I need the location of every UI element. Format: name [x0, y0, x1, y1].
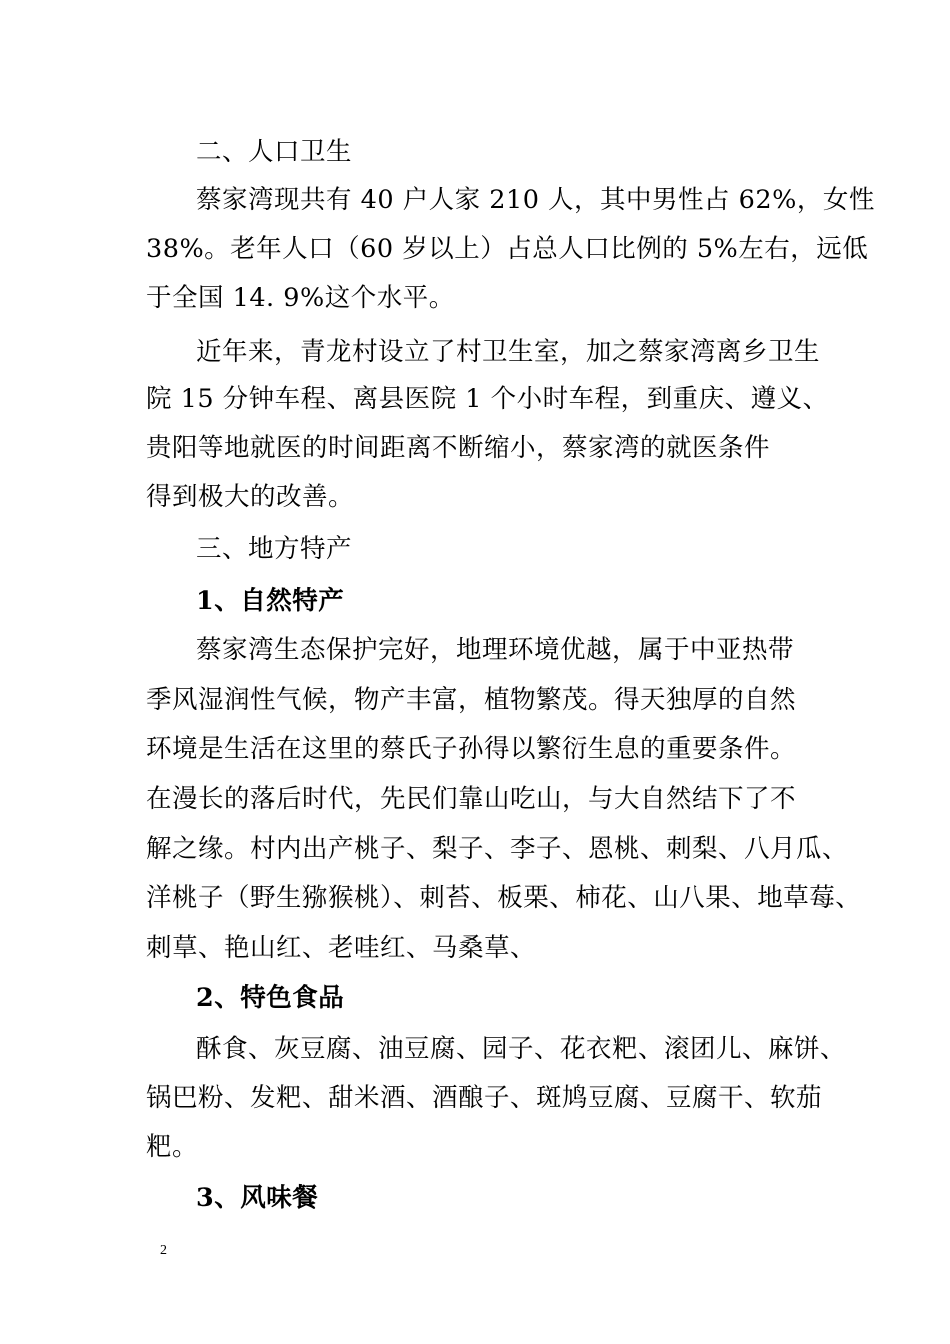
- paragraph-line: 近年来，青龙村设立了村卫生室，加之蔡家湾离乡卫生: [196, 337, 821, 367]
- subheading-flavor-meals: 3、风味餐: [196, 1183, 319, 1213]
- paragraph-line: 贵阳等地就医的时间距离不断缩小，蔡家湾的就医条件: [146, 433, 771, 463]
- paragraph-line: 于全国 14. 9%这个水平。: [146, 283, 455, 313]
- paragraph-line: 季风湿润性气候，物产丰富，植物繁茂。得天独厚的自然: [146, 685, 797, 715]
- paragraph-line: 解之缘。村内出产桃子、梨子、李子、恩桃、刺梨、八月瓜、: [146, 834, 849, 864]
- paragraph-line: 洋桃子（野生猕猴桃）、刺苔、板栗、柿花、山八果、地草莓、: [146, 883, 862, 913]
- paragraph-line: 得到极大的改善。: [146, 482, 355, 512]
- paragraph-line: 38%。老年人口（60 岁以上）占总人口比例的 5%左右，远低: [146, 234, 869, 264]
- paragraph-line: 院 15 分钟车程、离县医院 1 个小时车程，到重庆、遵义、: [146, 384, 829, 414]
- paragraph-line: 刺䓍、艳山红、老哇红、马桑䓍、: [146, 933, 537, 963]
- paragraph-line: 酥食、灰豆腐、油豆腐、园子、花衣粑、滚团儿、麻饼、: [196, 1034, 847, 1064]
- section-heading-local-products: 三、地方特产: [196, 534, 353, 564]
- paragraph-line: 蔡家湾生态保护完好，地理环境优越，属于中亚热带: [196, 635, 795, 665]
- paragraph-line: 粑。: [146, 1132, 199, 1162]
- page-number: 2: [160, 1243, 167, 1258]
- paragraph-line: 环境是生活在这里的蔡氏子孙得以繁衍生息的重要条件。: [146, 734, 797, 764]
- subheading-natural-products: 1、自然特产: [196, 586, 345, 616]
- section-heading-population-health: 二、人口卫生: [196, 137, 353, 167]
- paragraph-line: 在漫长的落后时代，先民们靠山吃山，与大自然结下了不: [146, 784, 797, 814]
- subheading-special-food: 2、特色食品: [196, 983, 345, 1013]
- paragraph-line: 锅巴粉、发粑、甜米酒、酒酿子、斑鸠豆腐、豆腐干、软茄: [146, 1083, 823, 1113]
- paragraph-line: 蔡家湾现共有 40 户人家 210 人，其中男性占 62%，女性: [196, 185, 875, 215]
